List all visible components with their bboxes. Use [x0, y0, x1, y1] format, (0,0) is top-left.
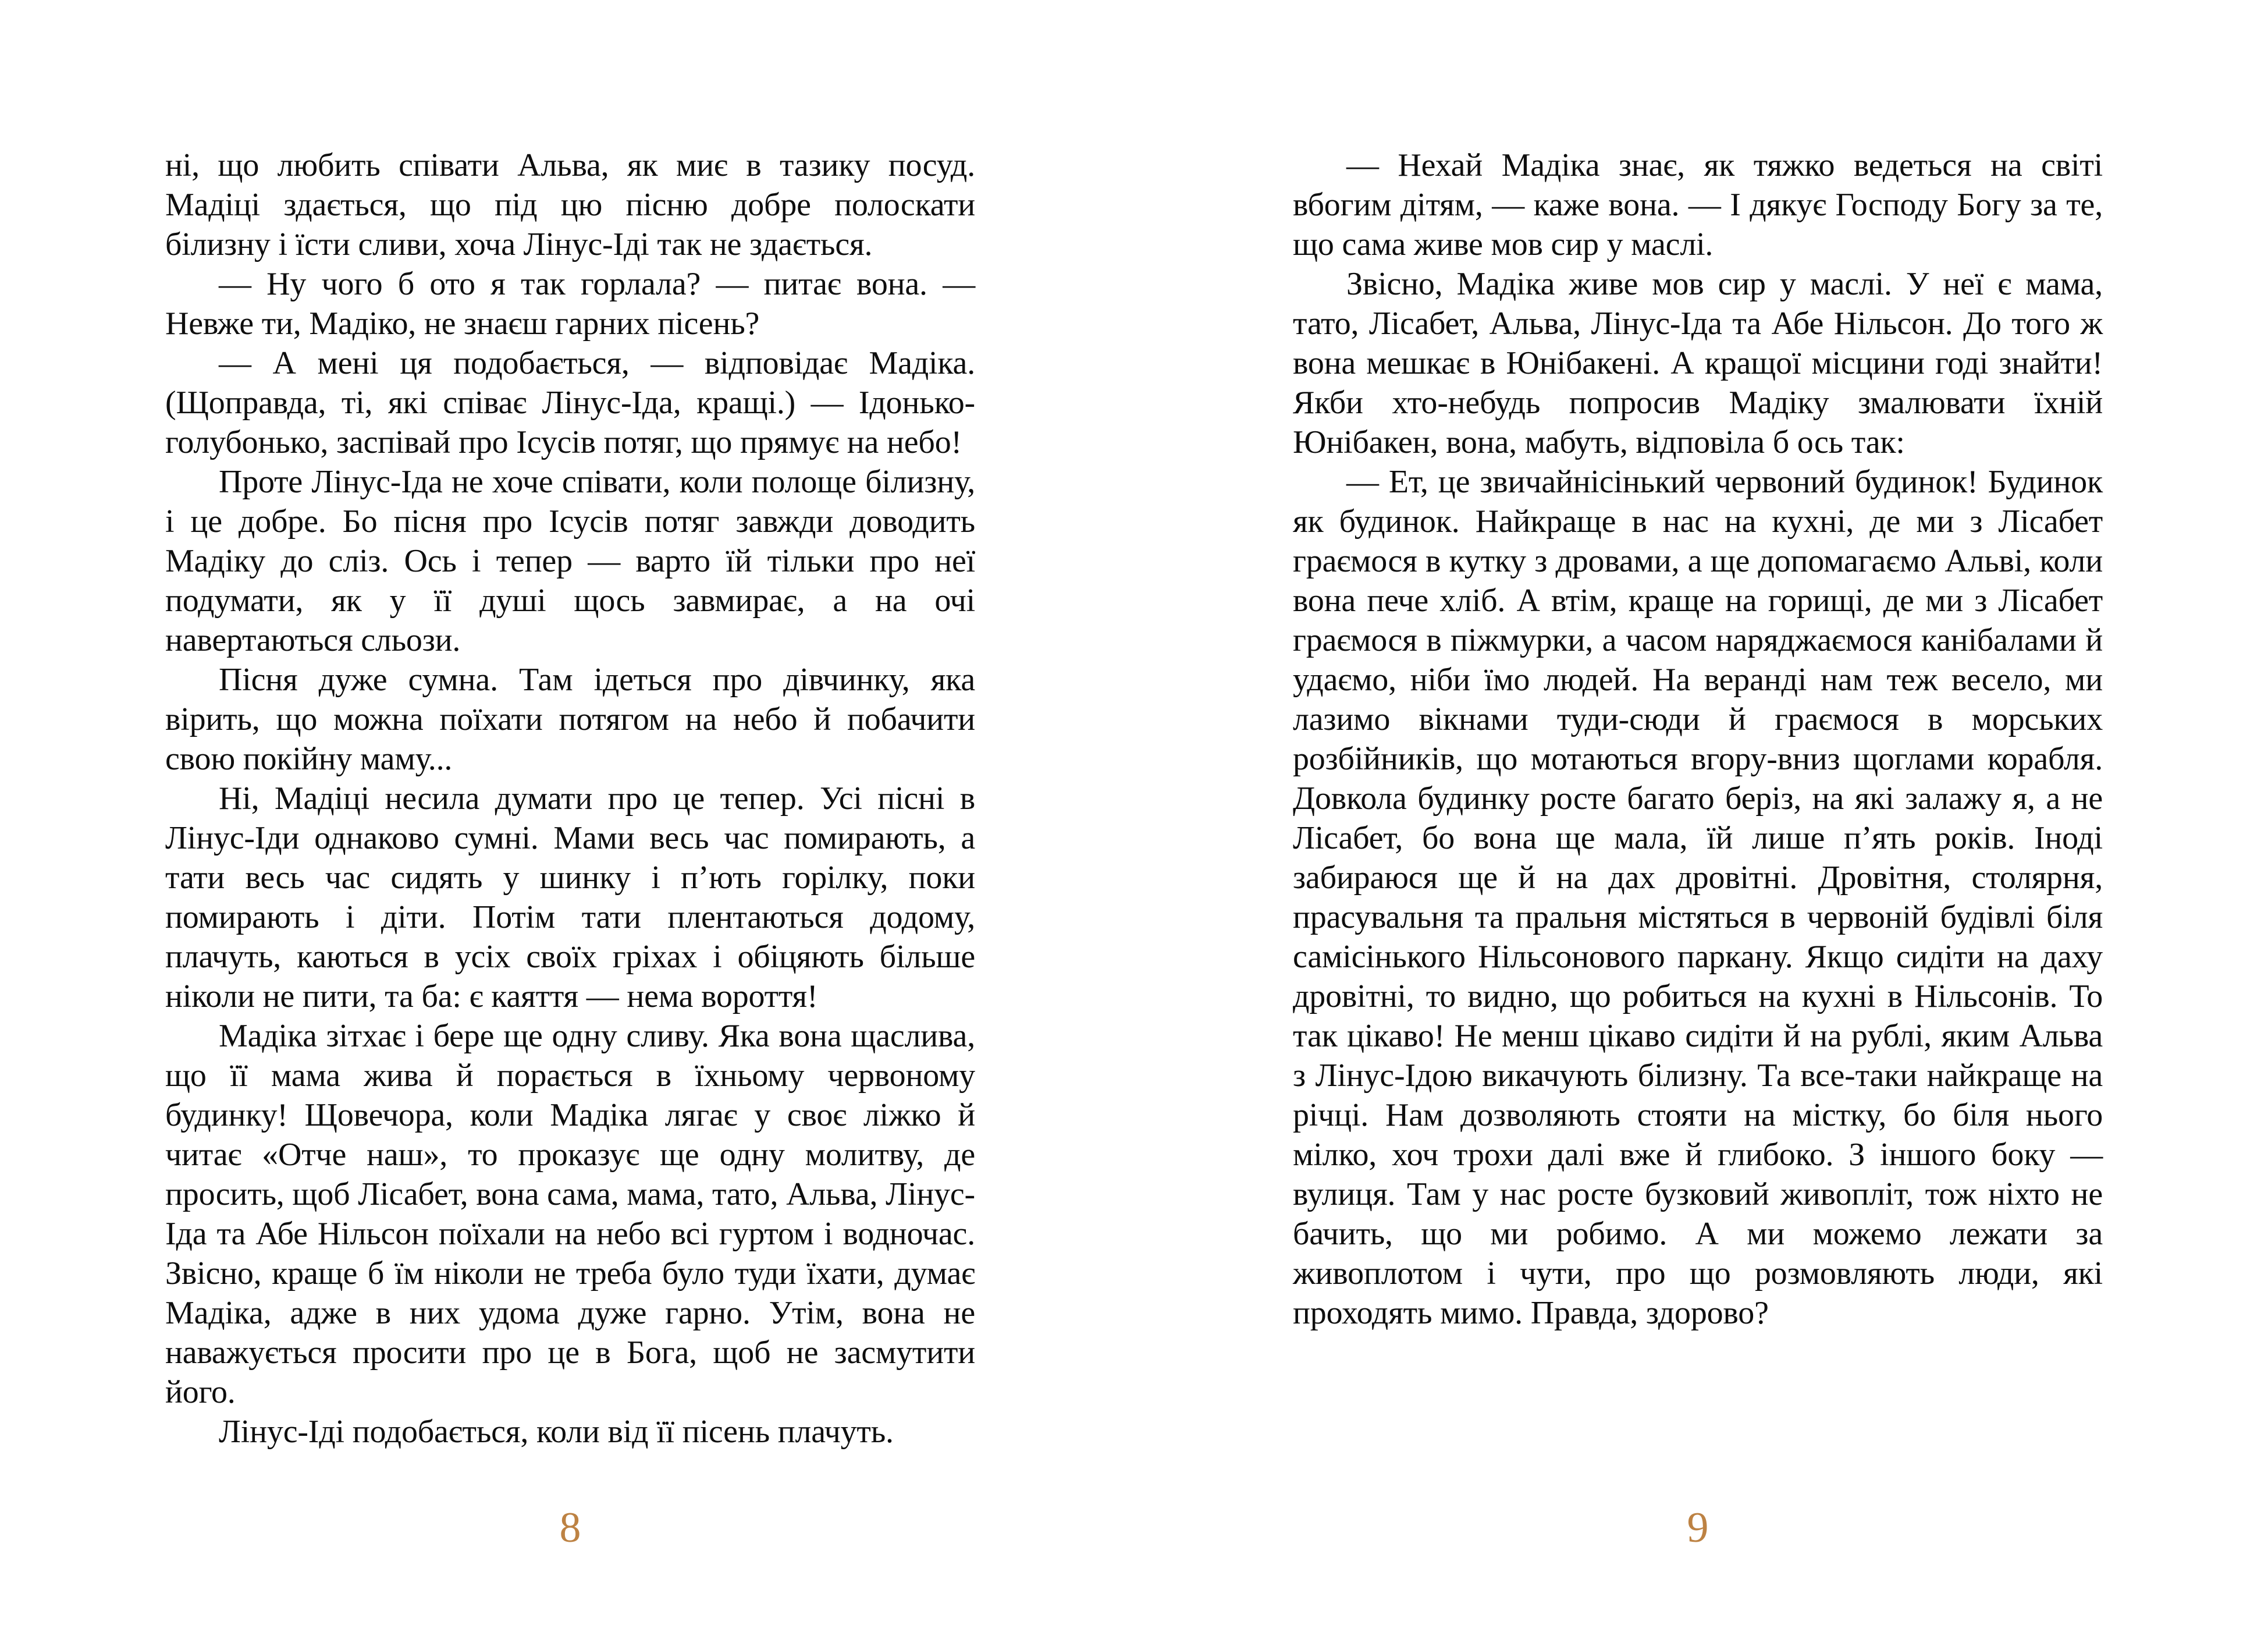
paragraph: Проте Лінус-Іда не хоче співати, коли полоще білизну, і це добре. Бо пісня про Ісусів потяг завжди доводить Мадіку до сліз. Ось і тепер — варто їй тільки про неї подумати, як у її душі щось завмирає, а на очі навертаються сльози. [165, 464, 975, 658]
paragraph: — Ну чого б ото я так горлала? — питає вона. — Невже ти, Мадіко, не знаєш гарних пісень? [165, 266, 975, 342]
paragraph: — А мені ця подобається, — відповідає Мадіка. (Щоправда, ті, які співає Лінус-Іда, кращі.) — Ідонько-голубонько, заспівай про Ісусів потяг, що прямує на небо! [165, 345, 975, 460]
paragraph: Ні, Мадіці несила думати про це тепер. Усі пісні в Лінус-Іди однаково сумні. Мами весь час помирають, а тати весь час сидять у шинку і п’ють горілку, поки помирають і діти. Потім тати плентаються додому, плачуть, каються в усіх своїх гріхах і обіцяють більше ніколи не пити, та ба: є каяття — нема вороття! [165, 780, 975, 1014]
paragraph: — Нехай Мадіка знає, як тяжко ведеться на світі вбогим дітям, — каже вона. — І дякує Господу Богу за те, що сама живе мов сир у маслі. [1293, 147, 2103, 262]
paragraph: Пісня дуже сумна. Там ідеться про дівчинку, яка вірить, що можна поїхати потягом на небо й побачити свою покійну маму... [165, 662, 975, 777]
paragraph: ні, що любить співати Альва, як миє в тазику посуд. Мадіці здається, що під цю пісню добре полоскати білизну і їсти сливи, хоча Лінус-Іді так не здається. [165, 147, 975, 262]
right-page-number: 9 [1687, 1504, 1709, 1552]
left-page-number: 8 [559, 1504, 581, 1552]
paragraph: Лінус-Іді подобається, коли від її пісень плачуть. [219, 1414, 894, 1450]
paragraph: — Ет, це звичайнісінький червоний будинок! Будинок як будинок. Найкраще в нас на кухні, де ми з Лісабет граємося в кутку з дровами, а ще допомагаємо Альві, коли вона пече хліб. А втім, краще на горищі, де ми з Лісабет граємося в піжмурки, а часом наряджаємося канібалами й удаємо, ніби їмо людей. На веранді нам теж весело, ми лазимо вікнами туди-сюди й граємося в морських розбійників, що мотаються вгору-вниз щоглами корабля. Довкола будинку росте багато беріз, на які залажу я, а не Лісабет, бо вона ще мала, їй лише п’ять років. Іноді забираюся ще й на дах дровітні. Дровітня, столярня, прасувальня та пральня містяться в червоній будівлі біля самісінького Нільсонового паркану. Якщо сидіти на даху дровітні, то видно, що робиться на кухні в Нільсонів. То так цікаво! Не менш цікаво сидіти й на рублі, яким Альва з Лінус-Ідою викачують білизну. Та все-таки найкраще на річці. Нам дозволяють стояти на містку, бо біля нього мілко, хоч трохи далі вже й глибоко. З іншого боку — вулиця. Там у нас росте бузковий живопліт, тож ніхто не бачить, що ми робимо. А ми можемо лежати за живоплотом і чути, про що розмовляють люди, які проходять мимо. Правда, здорово? [1293, 464, 2103, 1331]
paragraph: Мадіка зітхає і бере ще одну сливу. Яка вона щаслива, що її мама жива й порається в їхньому червоному будинку! Щовечора, коли Мадіка лягає у своє ліжко й читає «Отче наш», то проказує ще одну молитву, де просить, щоб Лісабет, вона сама, мама, тато, Альва, Лінус-Іда та Абе Нільсон поїхали на небо всі гуртом і водночас. Звісно, краще б їм ніколи не треба було туди їхати, думає Мадіка, адже в них удома дуже гарно. Утім, вона не наважується просити про це в Бога, щоб не засмутити його. [165, 1018, 975, 1410]
left-page-text [165, 146, 975, 1452]
paragraph: Звісно, Мадіка живе мов сир у маслі. У неї є мама, тато, Лісабет, Альва, Лінус-Іда та Абе Нільсон. До того ж вона мешкає в Юнібакені. А кращої місцини годі знайти! Якби хто-небудь попросив Мадіку змалювати їхній Юнібакен, вона, мабуть, відповіла б ось так: [1293, 266, 2103, 460]
right-page-text [1293, 146, 2103, 1333]
